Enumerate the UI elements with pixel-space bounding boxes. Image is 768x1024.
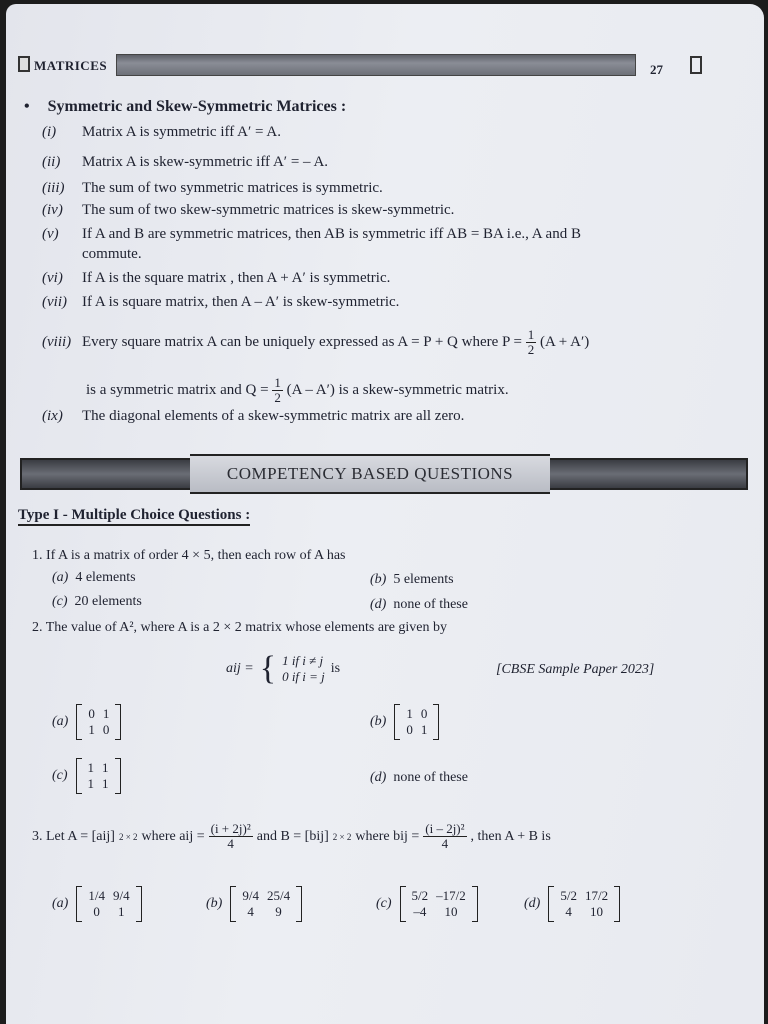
option-c: (c) 5/2 –17/2 –4 10	[376, 886, 478, 922]
section-heading: Symmetric and Skew-Symmetric Matrices :	[47, 98, 347, 115]
matrix: 5/2 –17/2 –4 10	[400, 886, 478, 922]
option-a: (a) 4 elements	[52, 570, 136, 585]
property-item: (iii) The sum of two symmetric matrices is symmetric.	[42, 180, 383, 196]
property-item-continuation: commute.	[82, 246, 142, 262]
property-item: (ix) The diagonal elements of a skew-symmetric matrix are all zero.	[42, 408, 465, 424]
textbook-page	[6, 4, 764, 1024]
fraction: $\frac{1}{2}$	[274, 375, 281, 405]
option-d: (d) none of these	[370, 770, 468, 785]
question-1: 1. If A is a matrix of order 4 × 5, then each row of A has	[32, 548, 346, 563]
matrix: 9/4 25/4 4 9	[230, 886, 302, 922]
element-definition: aij = { 1 if i ≠ j 0 if i = j is	[226, 650, 341, 687]
section-title	[24, 98, 346, 116]
matrix: 0 1 1 0	[76, 704, 121, 740]
question-2: 2. The value of A², where A is a 2 × 2 matrix whose elements are given by	[32, 620, 448, 635]
property-item: (i) Matrix A is symmetric iff A′ = A.	[42, 124, 281, 140]
chapter-title: MATRICES	[34, 58, 108, 73]
option-d: (d) 5/2 17/2 4 10	[524, 886, 620, 922]
option-a: (a) 0 1 1 0	[52, 704, 121, 740]
banner-left-bar	[20, 458, 210, 490]
matrix: 1 0 0 1	[394, 704, 439, 740]
banner-label: COMPETENCY BASED QUESTIONS	[190, 454, 550, 494]
bullet: •	[24, 98, 30, 115]
property-item: (v) If A and B are symmetric matrices, then AB is symmetric iff AB = BA i.e., A and B	[42, 226, 581, 242]
question-type-title: Type I - Multiple Choice Questions :	[18, 507, 250, 526]
option-b: (b) 5 elements	[370, 572, 454, 587]
matrix: 1 1 1 1	[76, 758, 121, 794]
option-c: (c) 20 elements	[52, 594, 142, 609]
fraction: $\frac{\text{(i – 2j)²}}{4}$	[425, 821, 465, 851]
option-b: (b) 1 0 0 1	[370, 704, 439, 740]
property-item: (vi) If A is the square matrix , then A + A′ is symmetric.	[42, 270, 391, 286]
page-number: 27	[650, 62, 663, 77]
header-square-right	[690, 56, 702, 74]
option-c: (c) 1 1 1 1	[52, 758, 121, 794]
property-item: (vii) If A is square matrix, then A – A′ is skew-symmetric.	[42, 294, 400, 310]
option-d: (d) none of these	[370, 597, 468, 612]
fraction: $\frac{\text{(i + 2j)²}}{4}$	[210, 821, 251, 851]
question-3: 3. Let A = [aij] 2 × 2 where aij = $\frac{\text{(i + 2j)²}}{4}$ and B = [bij] 2 × 2 where bij = $\frac{\text{(i – 2j)²}}{4}$ , then A + B is	[32, 821, 551, 851]
banner-right-bar	[540, 458, 748, 490]
competency-banner	[20, 454, 750, 494]
property-item: (ii) Matrix A is skew-symmetric iff A′ = – A.	[42, 154, 329, 170]
header-square-left	[18, 56, 30, 72]
property-item: (iv) The sum of two skew-symmetric matrices is skew-symmetric.	[42, 202, 455, 218]
option-b: (b) 9/4 25/4 4 9	[206, 886, 302, 922]
matrix: 1/4 9/4 0 1	[76, 886, 141, 922]
option-a: (a) 1/4 9/4 0 1	[52, 886, 142, 922]
property-item: (viii) Every square matrix A can be uniquely expressed as A = P + Q where P = $\frac{1}{2}$ (A + A′)	[42, 327, 590, 357]
matrix: 5/2 17/2 4 10	[548, 886, 620, 922]
source-citation: [CBSE Sample Paper 2023]	[496, 662, 655, 677]
property-item-continuation: is a symmetric matrix and Q = $\frac{1}{2}$ (A – A′) is a skew-symmetric matrix.	[86, 375, 509, 405]
fraction: $\frac{1}{2}$	[527, 327, 535, 357]
header-bar	[116, 54, 636, 76]
